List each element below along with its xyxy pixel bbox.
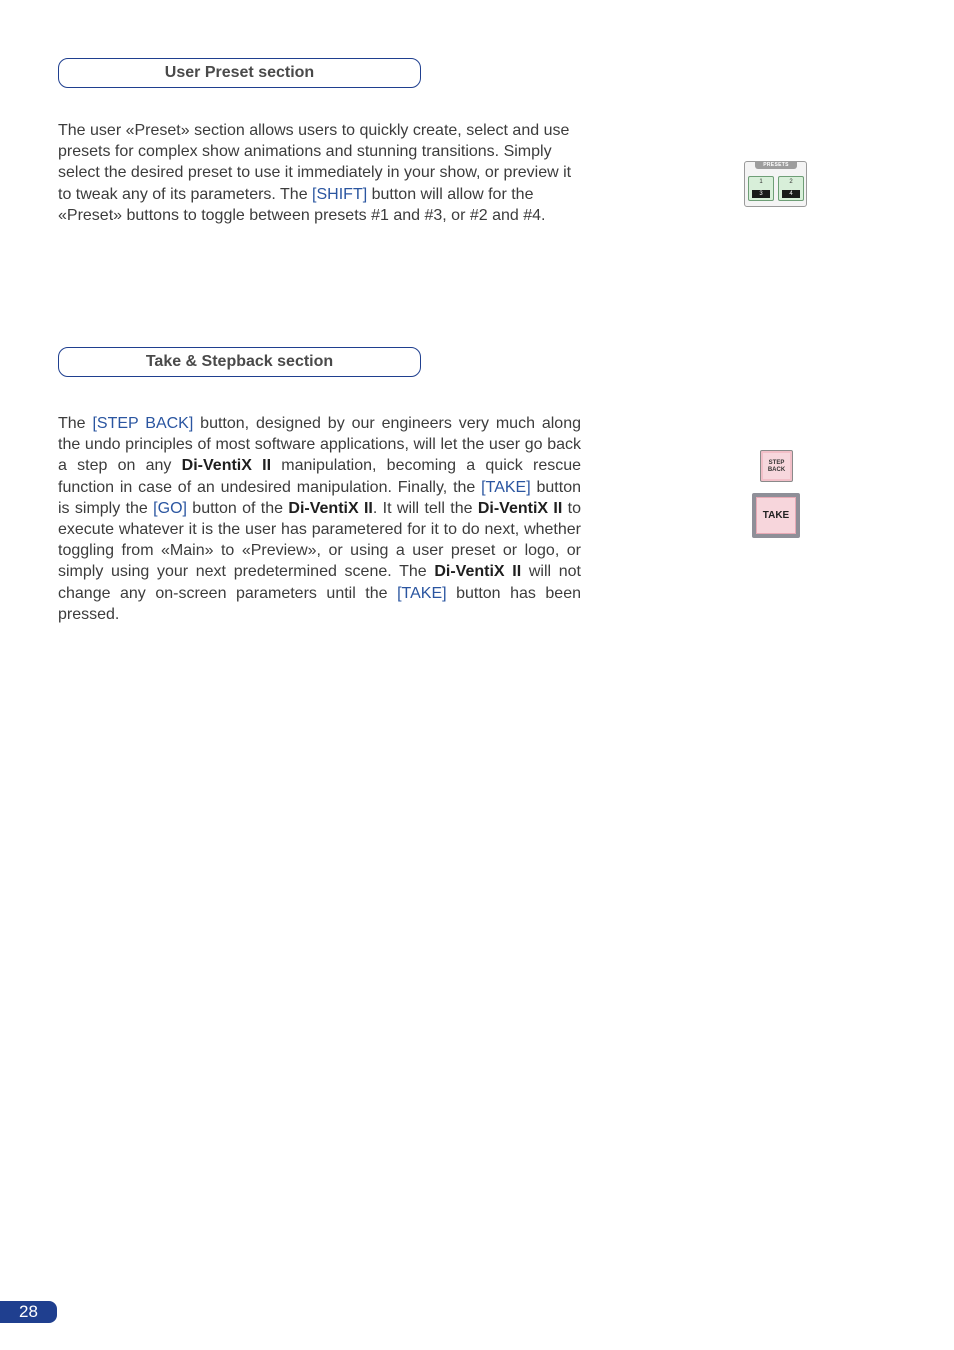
take-button[interactable] — [752, 493, 800, 538]
page-number: 28 — [0, 1301, 57, 1323]
presets-panel — [744, 161, 807, 207]
step-back-button[interactable]: STEP BACK — [760, 450, 793, 482]
preset-button-2[interactable]: 2 4 — [778, 176, 804, 201]
shift-keyword: [SHIFT] — [312, 185, 368, 203]
section-title-take-stepback: Take & Stepback section — [58, 347, 421, 377]
preset-paragraph: The user «Preset» section allows users to quickly create, select and use presets for complex show animations and stunning transitions. Simply select the desired preset to use it immediately in your show, or preview it to tweak any of its parameters. The [SHIFT] button will allow for the «Preset» buttons to toggle between presets #1 and #3, or #2 and #4. — [58, 122, 572, 224]
presets-panel-title: PRESETS — [755, 161, 797, 169]
take-button-label: TAKE — [756, 497, 796, 534]
take-paragraph: The [STEP BACK] button, designed by our engineers very much along the undo principles of most software applications, will let the user go back a step on any Di-VentiX II manipulation, becoming a quick rescue function in case of an undesired manipulation. Finally, the [TAKE] button is simply the [GO] button of the Di-VentiX II. It will tell the Di-VentiX II to execute whatever it is the user has parametered for it to do next, whether toggling from «Main» to «Preview», or using a user preset or logo, or simply using your next predetermined scene. The Di-VentiX II will not change any on-screen parameters until the [TAKE] button has been pressed. — [58, 415, 582, 623]
section-title-user-preset: User Preset section — [58, 58, 421, 88]
preset-button-1[interactable]: 1 3 — [748, 176, 774, 201]
